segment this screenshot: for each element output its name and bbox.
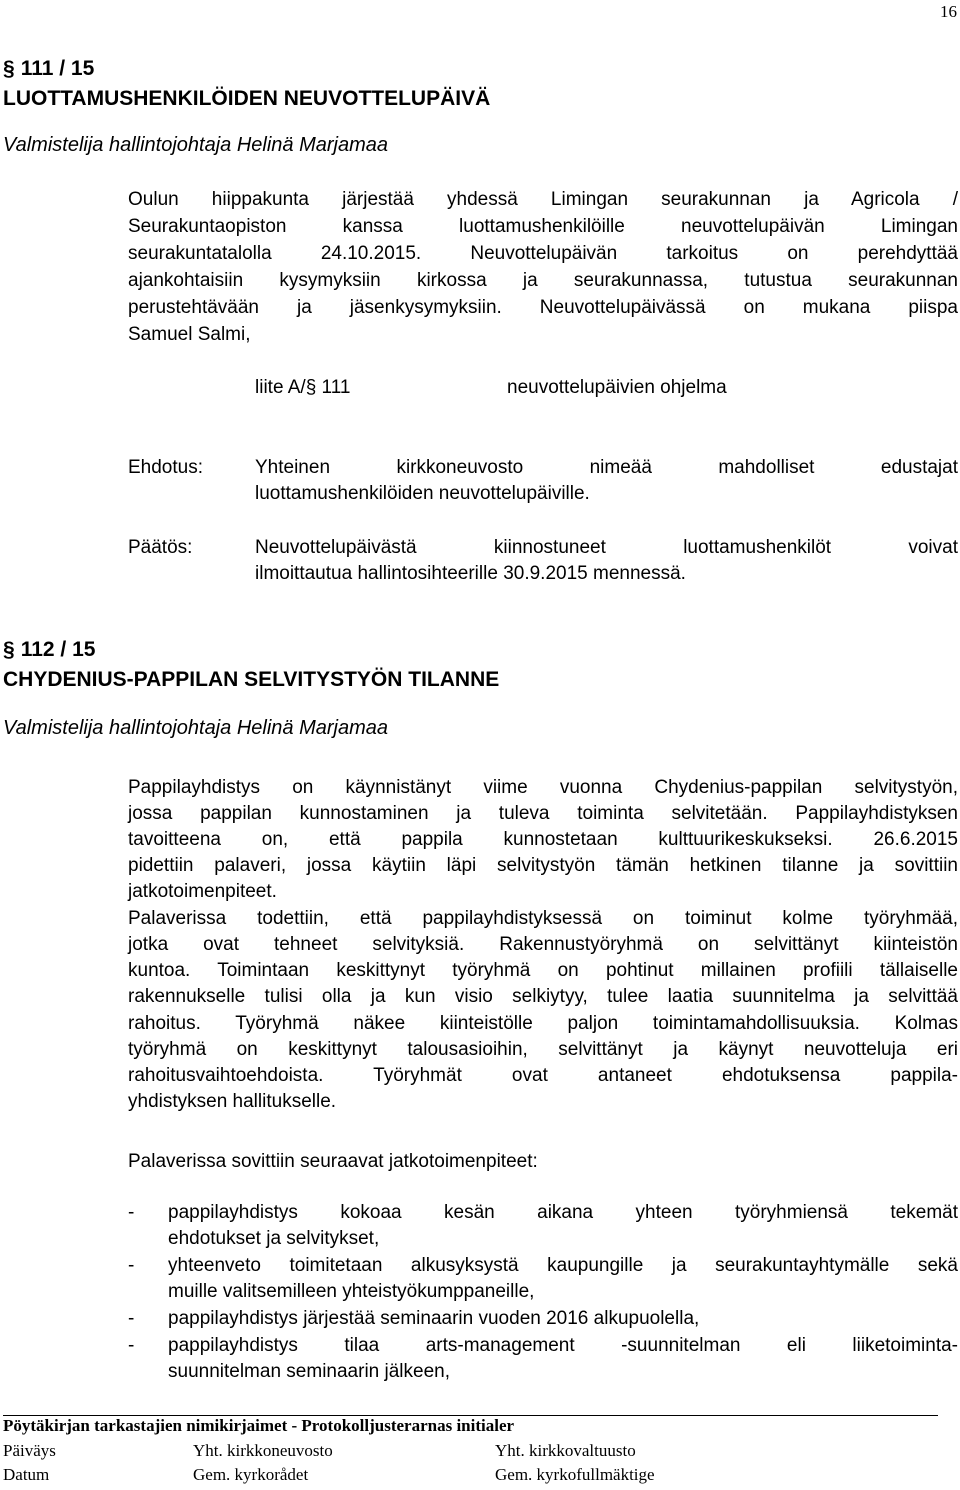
paragraph-sign: § xyxy=(3,57,15,80)
proposal-label: Ehdotus: xyxy=(128,457,203,478)
bullet-dash: - xyxy=(128,1308,135,1329)
section-112-body-line: kuntoa. Toimintaan keskittynyt työryhmä on pohtinut millainen profiili tällaiselle xyxy=(128,960,958,981)
section-112-body-line: pidettiin palaveri, jossa käytiin läpi selvitystyön tämän hetkinen tilanne ja sovittiin xyxy=(128,855,958,876)
section-112-preparer: Valmistelija hallintojohtaja Helinä Marjamaa xyxy=(3,717,388,739)
footer-council-label: Yht. kirkkoneuvosto xyxy=(193,1441,333,1460)
footer-title: Pöytäkirjan tarkastajien nimikirjaimet - Protokolljusterarnas initialer xyxy=(3,1416,515,1435)
decision-line: Neuvottelupäivästä kiinnostuneet luottamushenkilöt voivat xyxy=(255,537,958,558)
section-111-body-line: Seurakuntaopiston kanssa luottamushenkilöille neuvottelupäivän Limingan xyxy=(128,216,958,237)
section-112-body-line: Pappilayhdistys on käynnistänyt viime vuonna Chydenius-pappilan selvitystyön, xyxy=(128,777,958,798)
paragraph-sign: § xyxy=(3,638,15,661)
section-112-body-line: jatkotoimenpiteet. xyxy=(128,881,277,902)
footer-assembly-label-sv: Gem. kyrkofullmäktige xyxy=(495,1465,655,1484)
section-112-body-line: yhdistyksen hallitukselle. xyxy=(128,1091,337,1112)
footer-date-label: Päiväys xyxy=(3,1441,56,1460)
section-112-title: CHYDENIUS-PAPPILAN SELVITYSTYÖN TILANNE xyxy=(3,668,500,691)
section-112-body-line: työryhmä on keskittynyt talousasioihin, selvittänyt ja käynyt neuvotteluja eri xyxy=(128,1039,958,1060)
bullet-line: muille valitsemilleen yhteistyökumppaneille, xyxy=(168,1281,535,1302)
decision-line: ilmoittautua hallintosihteerille 30.9.2015 mennessä. xyxy=(255,563,686,584)
proposal-line: luottamushenkilöiden neuvottelupäiville. xyxy=(255,483,590,504)
section-111-preparer: Valmistelija hallintojohtaja Helinä Marjamaa xyxy=(3,134,388,156)
page-number: 16 xyxy=(940,2,957,21)
section-112-body-line: jotka ovat tehneet selvityksiä. Rakennustyöryhmä on selvittänyt kiinteistön xyxy=(128,934,958,955)
section-111-heading xyxy=(3,54,490,114)
attachment-label: liite A/§ 111 xyxy=(255,377,351,398)
bullet-dash: - xyxy=(128,1255,135,1276)
section-112-heading xyxy=(3,635,499,695)
section-111-number: 111 / 15 xyxy=(20,57,95,80)
followup-intro: Palaverissa sovittiin seuraavat jatkotoimenpiteet: xyxy=(128,1151,538,1172)
bullet-line: pappilayhdistys kokoaa kesän aikana yhteen työryhmiensä tekemät xyxy=(168,1202,958,1223)
section-111-body-line: Oulun hiippakunta järjestää yhdessä Limingan seurakunnan ja Agricola / xyxy=(128,189,958,210)
section-112-number: 112 / 15 xyxy=(20,638,96,661)
bullet-line: suunnitelman seminaarin jälkeen, xyxy=(168,1361,450,1382)
section-111-body-line: ajankohtaisiin kysymyksiin kirkossa ja seurakunnassa, tutustua seurakunnan xyxy=(128,270,958,291)
section-112-body-line: rakennukselle tulisi olla ja kun visio selkiytyy, tulee laatia suunnitelma ja selvittää xyxy=(128,986,958,1007)
bullet-line: pappilayhdistys tilaa arts-management -suunnitelman eli liiketoiminta- xyxy=(168,1335,958,1356)
section-112-body-line: rahoitusvaihtoehdoista. Työryhmät ovat antaneet ehdotuksensa pappila- xyxy=(128,1065,958,1086)
section-112-body-line: Palaverissa todettiin, että pappilayhdistyksessä on toiminut kolme työryhmää, xyxy=(128,908,958,929)
section-111-body-line: seurakuntatalolla 24.10.2015. Neuvottelupäivän tarkoitus on perehdyttää xyxy=(128,243,958,264)
bullet-line: ehdotukset ja selvitykset, xyxy=(168,1228,380,1249)
footer-council-label-sv: Gem. kyrkorådet xyxy=(193,1465,309,1484)
proposal-line: Yhteinen kirkkoneuvosto nimeää mahdolliset edustajat xyxy=(255,457,958,478)
decision-label: Päätös: xyxy=(128,537,193,558)
bullet-line: pappilayhdistys järjestää seminaarin vuoden 2016 alkupuolella, xyxy=(168,1308,700,1329)
attachment-text: neuvottelupäivien ohjelma xyxy=(507,377,727,398)
section-111-body-line: Samuel Salmi, xyxy=(128,324,251,345)
bullet-dash: - xyxy=(128,1335,135,1356)
bullet-line: yhteenveto toimitetaan alkusyksystä kaupungille ja seurakuntayhtymälle sekä xyxy=(168,1255,958,1276)
section-111-body-line: perustehtävään ja jäsenkysymyksiin. Neuvottelupäivässä on mukana piispa xyxy=(128,297,958,318)
footer-assembly-label: Yht. kirkkovaltuusto xyxy=(495,1441,636,1460)
section-112-number-line xyxy=(3,635,499,665)
bullet-dash: - xyxy=(128,1202,135,1223)
section-112-body-line: rahoitus. Työryhmä näkee kiinteistölle paljon toimintamahdollisuuksia. Kolmas xyxy=(128,1013,958,1034)
section-112-body-line: tavoitteena on, että pappila kunnostetaan kulttuurikeskukseksi. 26.6.2015 xyxy=(128,829,958,850)
section-111-number-line xyxy=(3,54,490,84)
section-111-title: LUOTTAMUSHENKILÖIDEN NEUVOTTELUPÄIVÄ xyxy=(3,87,491,110)
footer-date-label-sv: Datum xyxy=(3,1465,50,1484)
section-112-body-line: jossa pappilan kunnostaminen ja tuleva toiminta selvitetään. Pappilayhdistyksen xyxy=(128,803,958,824)
